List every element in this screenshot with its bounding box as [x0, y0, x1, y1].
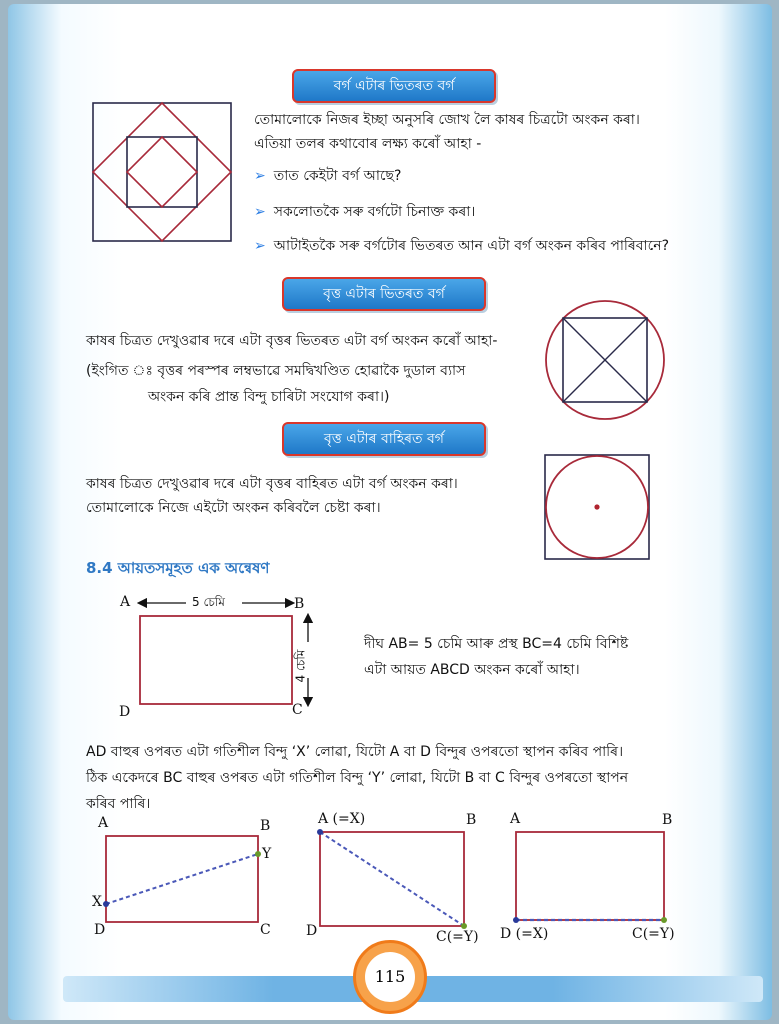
section1-bullet-1: ➢ তাত কেইটা বৰ্গ আছে?: [254, 168, 402, 184]
fig1-label-c: C: [260, 922, 271, 938]
moving-point-para-line1: AD বাহুৰ ওপৰত এটা গতিশীল বিন্দু ‘X’ লোৱা, যিটো A বা D বিন্দুৰ ওপৰতো স্থাপন কৰিব পাৰি।: [86, 744, 624, 760]
section3-line2: তোমালোকে নিজে এইটো অংকন কৰিবলৈ চেষ্টা কৰা।: [86, 500, 381, 516]
textbook-page: [8, 4, 772, 1020]
fig1-label-d: D: [94, 922, 106, 938]
section-header-square-in-circle: বৃত্ত এটাৰ ভিতৰত বৰ্গ: [282, 277, 486, 311]
moving-points-figure-2: [318, 830, 468, 930]
arrow-bullet-icon: ➢: [254, 168, 266, 184]
height-dimension-label: 4 চেমি: [293, 649, 308, 683]
moving-points-figure-1: [104, 834, 264, 926]
vertex-label-c: C: [292, 702, 303, 718]
rectangle-description-line1: দীঘ AB= 5 চেমি আৰু প্ৰস্থ BC=4 চেমি বিশিষ্ট: [364, 636, 629, 652]
section1-bullet-3: ➢ আটাইতকৈ সৰু বৰ্গটোৰ ভিতৰত আন এটা বৰ্গ অংকন কৰিব পাৰিবানে?: [254, 238, 670, 254]
arrow-bullet-icon: ➢: [254, 204, 266, 220]
page-content: [24, 14, 742, 984]
width-dimension-label: 5 চেমি: [192, 595, 225, 609]
fig2-label-c-eq-y: C(=Y): [436, 929, 479, 945]
arrow-bullet-icon: ➢: [254, 238, 266, 254]
rectangle-description-line2: এটা আয়ত ABCD অংকন কৰোঁ আহা।: [364, 662, 580, 678]
fig2-label-d: D: [306, 923, 318, 939]
fig1-label-b: B: [260, 818, 271, 834]
moving-point-para-line3: কৰিব পাৰি।: [86, 796, 151, 812]
section1-line1: তোমালোকে নিজৰ ইচ্ছা অনুসৰি জোখ লৈ কাষৰ চিত্ৰটো অংকন কৰা।: [254, 112, 640, 128]
section1-line2: এতিয়া তলৰ কথাবোৰ লক্ষ্য কৰোঁ আহা -: [254, 136, 482, 152]
vertex-label-a: A: [120, 594, 131, 610]
section3-line1: কাষৰ চিত্ৰত দেখুওৱাৰ দৰে এটা বৃত্তৰ বাহিৰত এটা বৰ্গ অংকন কৰা।: [86, 476, 458, 492]
fig3-label-c-eq-y: C(=Y): [632, 926, 675, 942]
fig2-label-b: B: [466, 812, 477, 828]
section1-bullet-2: ➢ সকলোতকৈ সৰু বৰ্গটো চিনাক্ত কৰা।: [254, 204, 476, 220]
vertex-label-d: D: [119, 704, 131, 720]
fig3-label-b: B: [662, 812, 673, 828]
fig1-label-y: Y: [262, 846, 272, 862]
fig3-label-a: A: [510, 811, 521, 827]
section-header-square-in-square: বৰ্গ এটাৰ ভিতৰত বৰ্গ: [292, 69, 496, 103]
circle-in-square-figure: [544, 454, 650, 560]
section2-hint-line1: (ইংগিত ঃ বৃত্তৰ পৰস্পৰ লম্বভাৱে সমদ্বিখণ্ডিত হোৱাকৈ দুডাল ব্যাস: [86, 363, 466, 379]
moving-points-figure-3: [514, 830, 668, 924]
page-number: 115: [365, 952, 415, 1002]
square-in-square-figure: [92, 102, 232, 242]
square-in-circle-figure: [544, 299, 666, 421]
fig1-label-a: A: [98, 815, 109, 831]
fig2-label-a-eq-x: A (=X): [318, 811, 366, 827]
section-title-8-4: 8.4 আয়তসমূহত এক অন্বেষণ: [86, 559, 270, 577]
fig3-label-d-eq-x: D (=X): [500, 926, 549, 942]
fig1-label-x: X: [92, 894, 102, 910]
section2-line1: কাষৰ চিত্ৰত দেখুওৱাৰ দৰে এটা বৃত্তৰ ভিতৰত এটা বৰ্গ অংকন কৰোঁ আহা-: [86, 333, 498, 349]
moving-point-para-line2: ঠিক একেদৰে BC বাহুৰ ওপৰত এটা গতিশীল বিন্দু ‘Y’ লোৱা, যিটো B বা C বিন্দুৰ ওপৰতো স্থাপন: [86, 770, 629, 786]
section2-hint-line2: অংকন কৰি প্ৰান্ত বিন্দু চাৰিটা সংযোগ কৰা।): [148, 389, 390, 405]
page-number-badge: [353, 940, 427, 1014]
section-header-square-around-circle: বৃত্ত এটাৰ বাহিৰত বৰ্গ: [282, 422, 486, 456]
vertex-label-b: B: [294, 596, 305, 612]
